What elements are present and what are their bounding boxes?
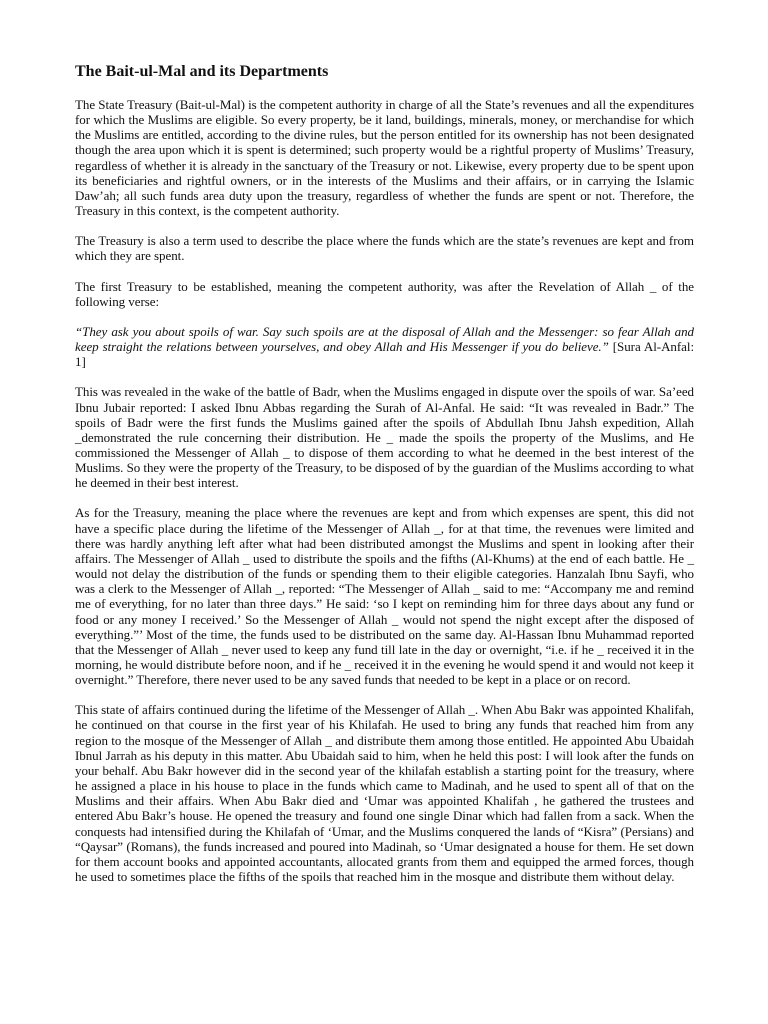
paragraph-text: The first Treasury to be established, meaning the competent authority, was after the Revelation of Allah _ of the following verse:	[75, 278, 694, 309]
paragraph-text: As for the Treasury, meaning the place where the revenues are kept and from which expenses are spent, this did not have a specific place during the lifetime of the Messenger of Allah _, for at that time, the revenues were limited and there was hardly anything left after what had been distributed amongst the Muslims and spent in looking after their affairs. The Messenger of Allah _ used to distribute the spoils and the fifths (Al-Khums) at the end of each battle. He _ would not delay the distribution of the funds or spending them to their eligible categories. Hanzalah Ibnu Sayfi, who was a clerk to the Messenger of Allah _, reported: “The Messenger of Allah _ said to me: “Accompany me and remind me of everything, for no later than three days.” He said: ‘so I kept on reminding him for three days about any fund or food or any money I received.’ So the Messenger of Allah _ would not spend the night except after the disposed of everything.”’ Most of the time, the funds used to be distributed on the same day. Al-Hassan Ibnu Muhammad reported that the Messenger of Allah _ never used to keep any fund till late in the day or overnight, “i.e. if he _ received it in the morning, he would distribute before noon, and if he _ received it in the evening he would spend it and would not keep it overnight.” Therefore, there never used to be any saved funds that needed to be kept in a place or on record.	[75, 505, 694, 688]
quranic-verse-quote	[75, 324, 694, 369]
quote-text: “They ask you about spoils of war. Say such spoils are at the disposal of Allah and the Messenger: so fear Allah and keep straight the relations between yourselves, and obey Allah and His Messenger if you do believe.”	[75, 323, 694, 355]
paragraph-text: The Treasury is also a term used to describe the place where the funds which are the state’s revenues are kept and from which they are spent.	[75, 233, 694, 264]
paragraph-treasury-lifetime-messenger	[75, 505, 694, 687]
paragraph-treasury-place	[75, 233, 694, 263]
page-title: The Bait-ul-Mal and its Departments	[75, 63, 329, 80]
paragraph-battle-of-badr	[75, 384, 694, 490]
paragraph-text: The State Treasury (Bait-ul-Mal) is the competent authority in charge of all the State’s revenues and all the expenditures for which the Muslims are eligible. So every property, be it land, buildings, minerals, money, or merchandise for which the Muslims are entitled, according to the divine rules, but the person entitled for its ownership has not been designated though the area upon which it is spent is determined; such property would be a rightful property of Muslims’ Treasury, regardless of whether it is already in the sanctuary of the Treasury or not. Likewise, every property due to be spent upon its beneficiaries and rightful owners, or in the interests of the Muslims and their affairs, or in carrying the Islamic Daw’ah; all such funds area duty upon the treasury, regardless of whether the funds are spent or not. Therefore, the Treasury in this context, is the competent authority.	[75, 97, 694, 219]
paragraph-abu-bakr-umar	[75, 702, 694, 884]
paragraph-text: This state of affairs continued during the lifetime of the Messenger of Allah _. When Abu Bakr was appointed Khalifah, he continued on that course in the first year of his Khilafah. He used to bring any funds that reached him from any region to the mosque of the Messenger of Allah _ and distribute them among those entitled. He appointed Abu Ubaidah Ibnul Jarrah as his deputy in this matter. Abu Ubaidah said to him, when he held this post: I will look after the funds on your behalf. Abu Bakr however did in the second year of the khilafah establish a starting point for the treasury, where he assigned a place in his house to place in the funds which came to Madinah, and he used to spent all of that on the Muslims and their affairs. When Abu Bakr died and ‘Umar was appointed Khalifah , he gathered the trustees and entered Abu Bakr’s house. He opened the treasury and found one single Dinar which had fallen from a sack. When the conquests had intensified during the Khilafah of ‘Umar, and the Muslims conquered the lands of “Kisra” (Persians) and “Qaysar” (Romans), the funds increased and poured into Madinah, so ‘Umar designated a house for them. He set down for them account books and appointed accountants, allocated grants from them and equipped the armed forces, though he used to sometimes place the fifths of the spoils that reached him in the mosque and distribute them without delay.	[75, 702, 694, 885]
paragraph-treasury-definition	[75, 97, 694, 218]
verse-reference: [Sura Al-Anfal: 1]	[75, 339, 695, 370]
paragraph-text: This was revealed in the wake of the battle of Badr, when the Muslims engaged in dispute over the spoils of war. Sa’eed Ibnu Jubair reported: I asked Ibnu Abbas regarding the Surah of Al-Anfal. He said: “It was revealed in Badr.” The spoils of Badr were the first funds the Muslims gained after the spoils of Abdullah Ibnu Jahsh expedition, Allah _demonstrated the rule concerning their distribution. He _ made the spoils the property of the Muslims, and He commissioned the Messenger of Allah _ to dispose of them according to what he deemed in the best interest of the Muslims. So they were the property of the Treasury, to be disposed of by the guardian of the Muslims according to what he deemed in their best interest.	[75, 384, 694, 491]
paragraph-first-treasury	[75, 279, 694, 309]
